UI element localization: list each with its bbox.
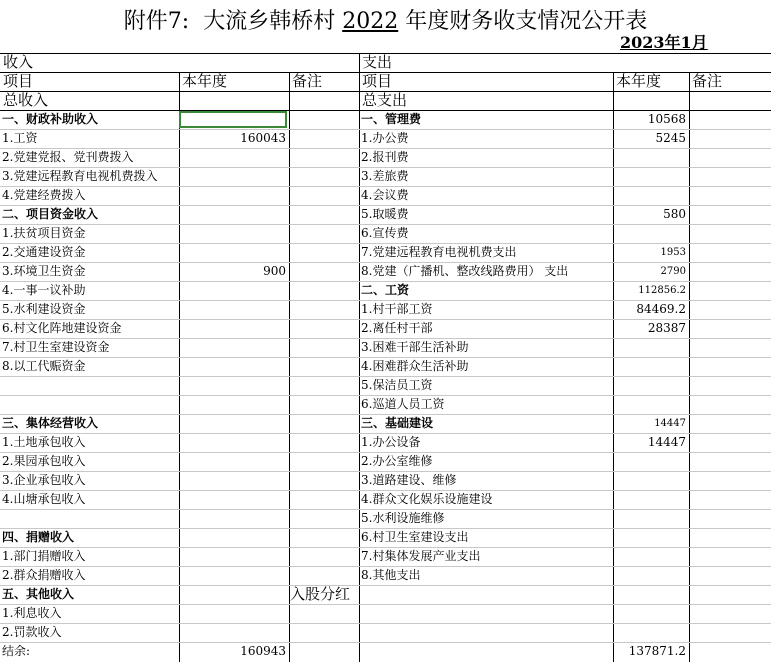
expense-item-value: [616, 186, 686, 205]
income-item-remark: [290, 490, 358, 509]
income-item-label: 3.企业承包收入: [2, 473, 86, 487]
expense-item-label: 4.会议费: [361, 188, 409, 202]
expense-item-value: 14447: [647, 435, 686, 449]
income-item-value: 160043: [240, 131, 286, 145]
income-item-label: 5.水利建设资金: [2, 302, 86, 316]
expense-item-value: [616, 357, 686, 376]
income-item-remark: [290, 167, 358, 186]
income-item-remark: 入股分红: [290, 585, 351, 603]
income-item-label: 2.党建党报、党刊费拨入: [2, 150, 134, 164]
expense-item-value: 5245: [655, 131, 686, 145]
expense-item-value: 112856.2: [638, 285, 686, 296]
income-item-remark: [290, 243, 358, 262]
income-item-value: [182, 566, 286, 585]
income-item-value: [182, 186, 286, 205]
expense-item-label: 1.办公设备: [361, 435, 421, 449]
expense-item-label: 2.离任村干部: [361, 321, 433, 335]
income-item-value: [182, 623, 286, 642]
expense-item-label: 4.群众文化娱乐设施建设: [361, 492, 493, 506]
income-item-label: [2, 395, 177, 414]
income-item-label: 8.以工代赈资金: [2, 359, 86, 373]
income-item-value: [182, 547, 286, 566]
income-item-value: [182, 452, 286, 471]
income-item-remark: [290, 224, 358, 243]
expense-item-value: [616, 547, 686, 566]
expense-item-label: 5.取暖费: [361, 207, 409, 221]
expense-item-label: 二、工资: [361, 283, 410, 297]
income-item-remark: [290, 452, 358, 471]
income-section-title: 收入: [3, 53, 34, 71]
income-item-remark: [290, 471, 358, 490]
expense-item-value: [616, 604, 686, 623]
income-item-remark: [290, 300, 358, 319]
income-item-label: 二、项目资金收入: [2, 207, 99, 221]
income-item-label: 五、其他收入: [2, 587, 75, 601]
income-item-value: [182, 243, 286, 262]
report-date: 2023年1月: [620, 33, 708, 52]
expense-item-value: 84469.2: [636, 302, 686, 316]
income-item-remark: [290, 566, 358, 585]
income-header-this-year: 本年度: [182, 72, 228, 90]
expense-balance-value: 137871.2: [628, 644, 686, 658]
expense-item-label: 1.村干部工资: [361, 302, 433, 316]
income-item-remark: [290, 395, 358, 414]
income-item-value: [182, 148, 286, 167]
income-item-label: 2.果园承包收入: [2, 454, 86, 468]
income-item-value: [182, 604, 286, 623]
expense-item-value: 14447: [654, 418, 686, 429]
expense-item-value: [616, 566, 686, 585]
income-item-label: [2, 509, 177, 528]
expense-item-value: [616, 395, 686, 414]
income-item-value: [182, 490, 286, 509]
expense-item-label: 8.其他支出: [361, 568, 421, 582]
expense-item-label: 1.办公费: [361, 131, 409, 145]
expense-item-label: 三、基础建设: [361, 416, 434, 430]
income-item-label: 3.党建远程教育电视机费拨入: [2, 169, 158, 183]
expense-item-value: [616, 509, 686, 528]
income-item-value: [182, 281, 286, 300]
income-item-value: [182, 357, 286, 376]
expense-item-value: [616, 148, 686, 167]
selected-cell[interactable]: [179, 111, 287, 128]
expense-item-value: [616, 490, 686, 509]
expense-item-label: 3.差旅费: [361, 169, 409, 183]
income-balance-value: 160943: [240, 644, 286, 658]
income-item-remark: [290, 509, 358, 528]
income-item-label: 三、集体经营收入: [2, 416, 99, 430]
income-item-label: 1.工资: [2, 131, 38, 145]
expense-item-label: 6.宣传费: [361, 226, 409, 240]
table-title: 附件7: 大流乡韩桥村 2022 年度财务收支情况公开表: [123, 9, 648, 34]
income-item-remark: [290, 528, 358, 547]
income-item-value: [182, 167, 286, 186]
expense-item-value: [616, 585, 686, 604]
income-item-value: [182, 338, 286, 357]
income-item-value: [182, 224, 286, 243]
income-item-remark: [290, 110, 358, 129]
income-item-label: 四、捐赠收入: [2, 530, 75, 544]
expense-item-value: [616, 452, 686, 471]
expense-item-label: 6.村卫生室建设支出: [361, 530, 469, 544]
column-border: [689, 72, 690, 662]
income-item-label: [2, 376, 177, 395]
expense-item-value: [616, 167, 686, 186]
income-item-remark: [290, 281, 358, 300]
expense-item-value: 10568: [647, 112, 686, 126]
income-item-remark: [290, 148, 358, 167]
income-item-label: 1.土地承包收入: [2, 435, 86, 449]
income-item-label: 4.一事一议补助: [2, 283, 86, 297]
income-item-value: [182, 205, 286, 224]
income-item-remark: [290, 604, 358, 623]
income-item-label: 2.群众捐赠收入: [2, 568, 86, 582]
income-item-value: [182, 395, 286, 414]
income-item-value: [182, 433, 286, 452]
income-item-label: 2.交通建设资金: [2, 245, 86, 259]
expense-item-label: [361, 585, 611, 604]
income-item-value: [182, 414, 286, 433]
income-item-remark: [290, 414, 358, 433]
expense-item-value: 1953: [660, 247, 686, 258]
expense-item-label: 2.办公室维修: [361, 454, 433, 468]
expense-item-label: 7.党建远程教育电视机费支出: [361, 245, 517, 259]
column-border: [613, 72, 614, 662]
expense-item-label: 7.村集体发展产业支出: [361, 549, 481, 563]
income-item-label: 3.环境卫生资金: [2, 264, 86, 278]
income-header-item: 项目: [3, 72, 34, 90]
income-item-remark: [290, 547, 358, 566]
income-item-label: 1.利息收入: [2, 606, 62, 620]
expense-header-this-year: 本年度: [616, 72, 662, 90]
income-item-label: 1.部门捐赠收入: [2, 549, 86, 563]
expense-item-label: 2.报刊费: [361, 150, 409, 164]
income-item-label: 7.村卫生室建设资金: [2, 340, 110, 354]
expense-item-label: 5.水利设施维修: [361, 511, 445, 525]
income-item-remark: [290, 319, 358, 338]
expense-item-value: 580: [663, 207, 686, 221]
expense-item-value: 2790: [660, 266, 686, 277]
income-item-label: 6.村文化阵地建设资金: [2, 321, 122, 335]
income-item-remark: [290, 357, 358, 376]
expense-item-value: 28387: [647, 321, 686, 335]
balance-label: 结余:: [2, 644, 31, 658]
expense-item-label: 3.困难干部生活补助: [361, 340, 469, 354]
expense-item-label: 3.道路建设、维修: [361, 473, 457, 487]
expense-item-label: 6.巡道人员工资: [361, 397, 445, 411]
expense-item-value: [616, 471, 686, 490]
expense-item-label: 5.保洁员工资: [361, 378, 433, 392]
income-item-value: [182, 471, 286, 490]
expense-item-value: [616, 338, 686, 357]
income-item-value: [182, 528, 286, 547]
expense-item-label: 4.困难群众生活补助: [361, 359, 469, 373]
income-item-remark: [290, 433, 358, 452]
expense-item-value: [616, 528, 686, 547]
income-item-value: [182, 509, 286, 528]
income-item-remark: [290, 623, 358, 642]
column-border: [179, 72, 180, 662]
income-item-label: 一、财政补助收入: [2, 112, 99, 126]
income-item-value: [182, 585, 286, 604]
expense-header-item: 项目: [362, 72, 393, 90]
income-item-value: [182, 319, 286, 338]
income-item-label: 1.扶贫项目资金: [2, 226, 86, 240]
expense-item-label: [361, 604, 611, 623]
expense-header-remark: 备注: [692, 72, 723, 90]
income-total-label: 总收入: [3, 91, 49, 109]
expense-item-value: [616, 224, 686, 243]
title-year: 2022: [342, 9, 399, 34]
income-item-label: 4.山塘承包收入: [2, 492, 86, 506]
income-item-remark: [290, 186, 358, 205]
income-item-label: 4.党建经费拨入: [2, 188, 86, 202]
income-item-value: [182, 300, 286, 319]
expense-item-value: [616, 623, 686, 642]
income-item-remark: [290, 205, 358, 224]
income-item-remark: [290, 376, 358, 395]
income-item-value: [182, 376, 286, 395]
expense-item-label: 一、管理费: [361, 112, 422, 126]
income-item-value: 900: [263, 264, 286, 278]
expense-section-title: 支出: [362, 53, 393, 71]
income-item-remark: [290, 338, 358, 357]
expense-item-label: 8.党建（广播机、整改线路费用） 支出: [361, 264, 569, 278]
expense-item-value: [616, 376, 686, 395]
income-item-label: 2.罚款收入: [2, 625, 62, 639]
income-item-remark: [290, 129, 358, 148]
expense-item-label: [361, 623, 611, 642]
income-item-remark: [290, 262, 358, 281]
income-header-remark: 备注: [292, 72, 323, 90]
expense-total-label: 总支出: [362, 91, 408, 109]
